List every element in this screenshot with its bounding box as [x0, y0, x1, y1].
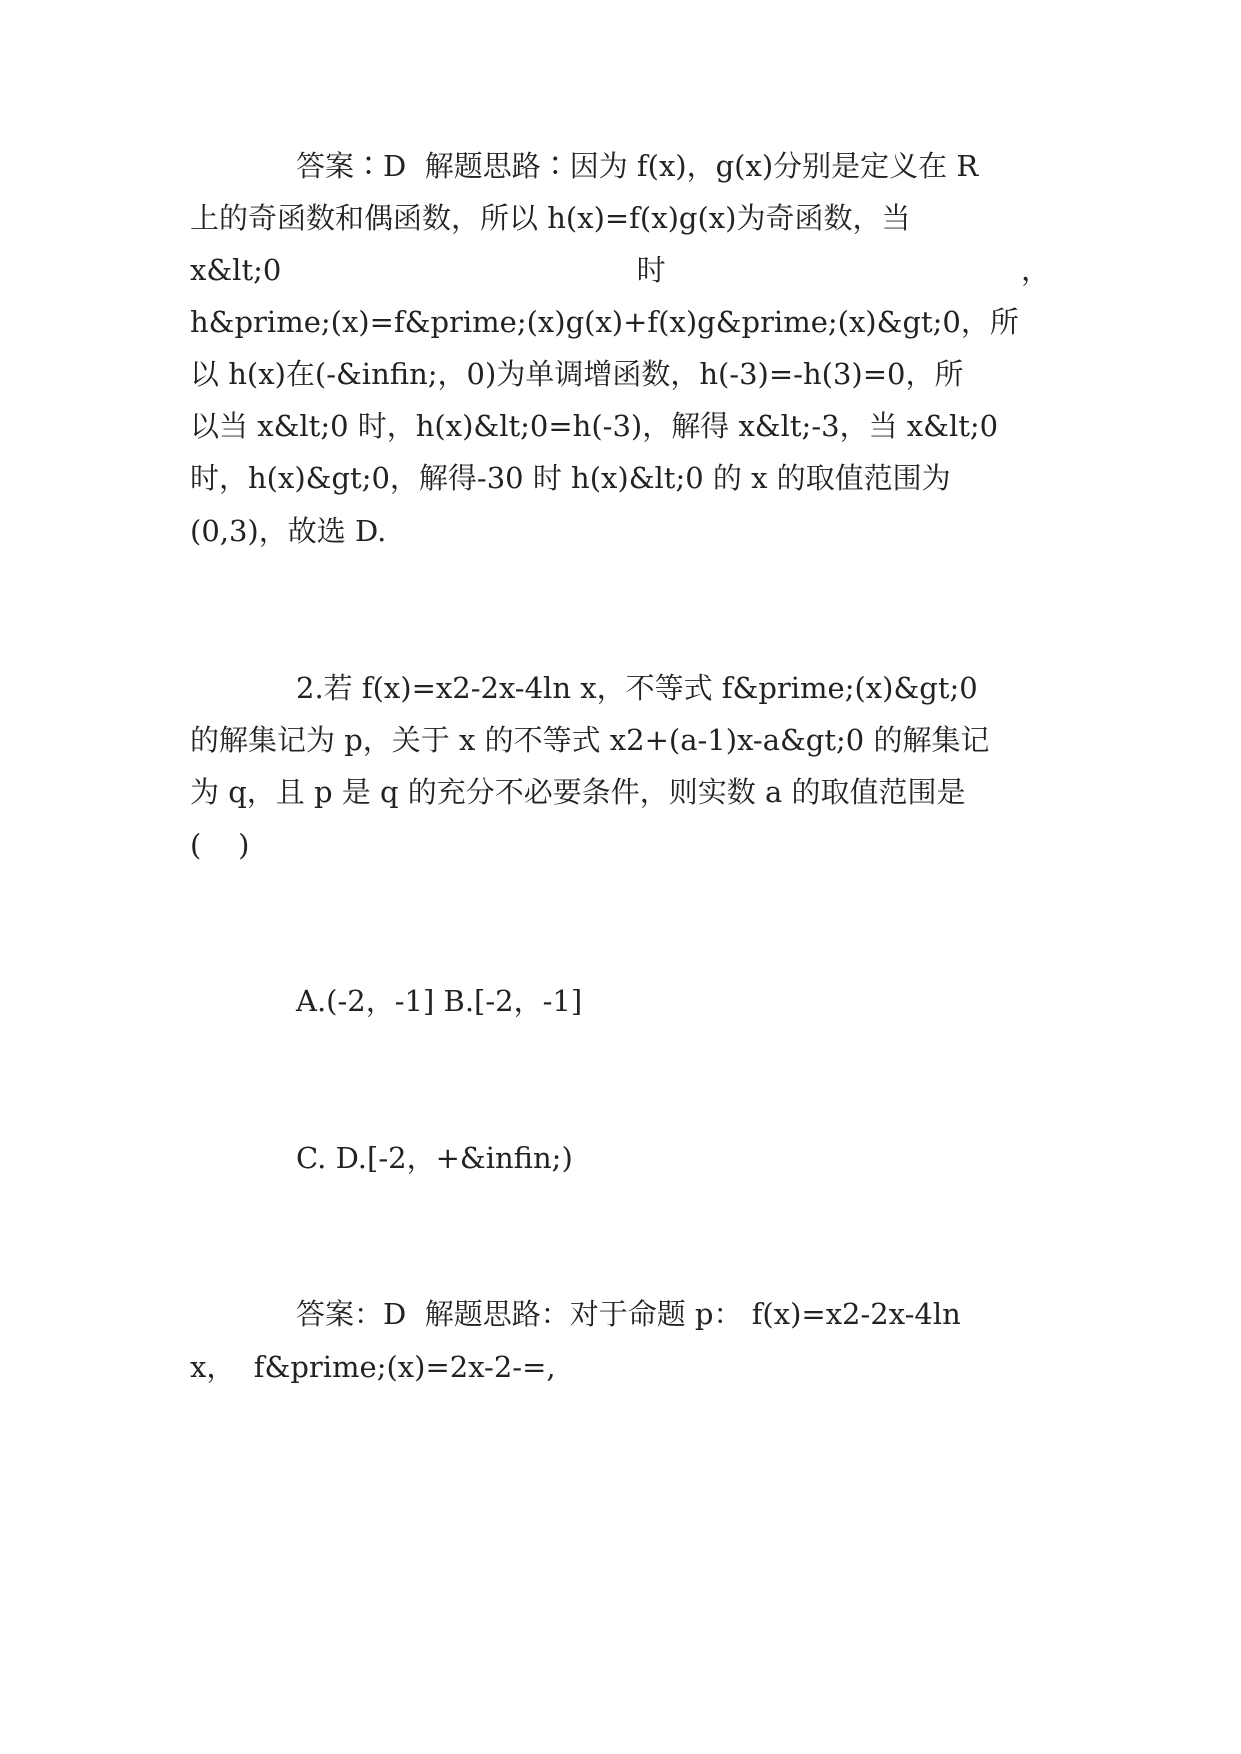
answer-explanation-line-7: 时，h(x)&gt;0，解得-30 时 h(x)&lt;0 的 x 的取值范围为 [190, 461, 951, 495]
answer-explanation-line-3 [190, 252, 1050, 288]
answer-explanation-2-line-2: x， f&prime;(x)=2x-2-=, [190, 1350, 556, 1384]
answer-explanation-line-4: h&prime;(x)=f&prime;(x)g(x)+f(x)g&prime;(x)&gt;0，所 [190, 305, 1019, 339]
options-cd: C. D.[-2，+&infin;) [296, 1141, 573, 1175]
question-line-3: 为 q，且 p 是 q 的充分不必要条件，则实数 a 的取值范围是 [190, 775, 966, 809]
answer-explanation-line-3-part-c: ， [1020, 253, 1050, 287]
answer-explanation-line-5: 以 h(x)在(-&infin;，0)为单调增函数，h(-3)=-h(3)=0，所 [190, 357, 964, 391]
options-ab: A.(-2，-1] B.[-2，-1] [296, 984, 583, 1018]
answer-explanation-line-2: 上的奇函数和偶函数，所以 h(x)=f(x)g(x)为奇函数，当 [190, 201, 911, 235]
answer-explanation-line-1: 答案∶D 解题思路∶因为 f(x)，g(x)分别是定义在 R [296, 149, 979, 183]
question-line-1: 2.若 f(x)=x2-2x-4ln x，不等式 f&prime;(x)&gt;0 [296, 671, 978, 705]
answer-explanation-line-3-part-b: 时 [636, 253, 666, 287]
answer-explanation-line-6: 以当 x&lt;0 时，h(x)&lt;0=h(-3)，解得 x&lt;-3，当 x&lt;0 [190, 409, 999, 443]
question-line-2: 的解集记为 p，关于 x 的不等式 x2+(a-1)x-a&gt;0 的解集记 [190, 723, 990, 757]
question-line-4: ( ) [190, 828, 250, 862]
answer-explanation-line-8: (0,3)，故选 D. [190, 514, 387, 548]
answer-explanation-2-line-1: 答案：D 解题思路：对于命题 p： f(x)=x2-2x-4ln [296, 1297, 961, 1331]
answer-explanation-line-3-part-a: x&lt;0 [190, 253, 282, 287]
